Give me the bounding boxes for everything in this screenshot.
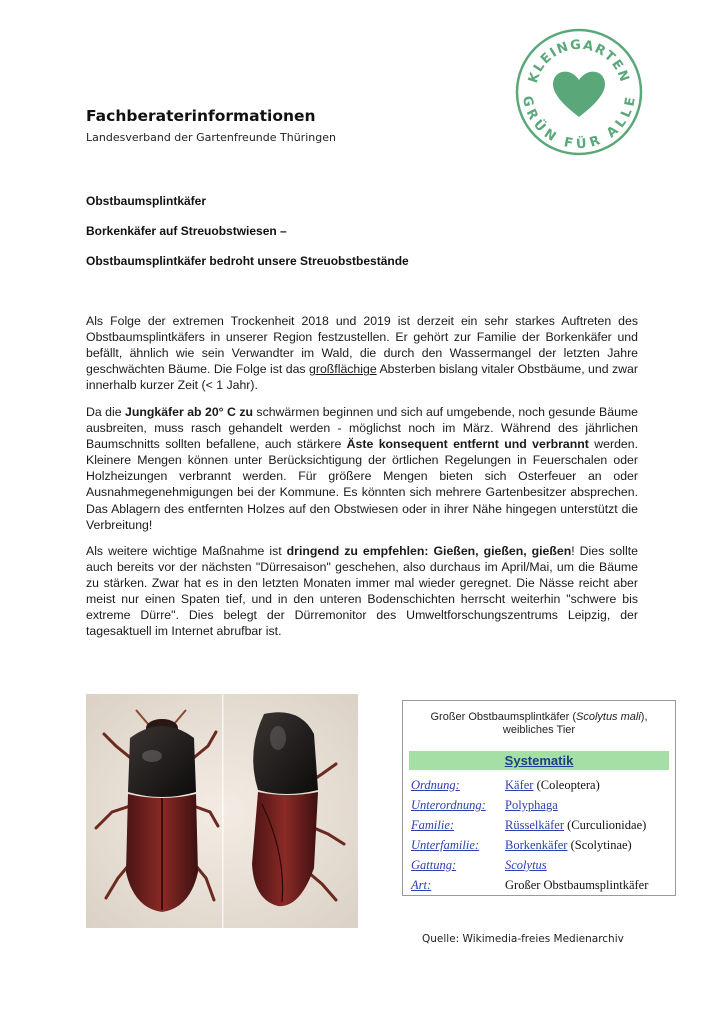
systematik-link[interactable]: Systematik xyxy=(504,753,574,768)
paragraph-measures: Da die Jungkäfer ab 20° C zu schwärmen beginnen und sich auf umgebende, noch gesunde Bäume ausbreiten, muss rasch gehandelt werden - möglichst noch im März. Während des jährlichen Baumschnitts sollten befallene, auch stärkere Äste konsequent entfernt und verbrannt werden. Kleinere Mengen können unter Berücksichtigung der örtlichen Regelungen in Feuerschalen oder Holzheizungen verbrannt werden. Für größere Mengen bieten sich Osterfeuer an oder Ausnahmegenehmigungen bei der Kommune. Es könnten sich mehrere Gartenbesitzer absprechen. Das Ablagern des entfernten Holzes auf den Obstwiesen oder in ihrer Nähe hingegen unterstützt die Verbreitung! xyxy=(86,405,639,532)
taxonomy-row-gattung xyxy=(409,855,669,875)
taxonomy-row-ordnung: Ordnung: Käfer (Coleoptera) xyxy=(409,775,669,795)
familie-link[interactable]: Familie: xyxy=(411,818,455,832)
logo-text-bottom: GRÜN FÜR ALLE xyxy=(518,94,639,153)
ordnung-link[interactable]: Ordnung: xyxy=(411,778,460,792)
unterordnung-link[interactable]: Unterordnung: xyxy=(411,798,486,812)
heading-headline: Obstbaumsplintkäfer bedroht unsere Streuobstbestände xyxy=(86,254,409,268)
kleingarten-logo xyxy=(514,27,644,157)
image-source: Quelle: Wikimedia-freies Medienarchiv xyxy=(422,933,624,945)
document-title: Fachberaterinformationen xyxy=(86,107,316,125)
beetle-photo xyxy=(86,694,358,928)
scolytus-link[interactable]: Scolytus xyxy=(505,858,547,872)
taxonomy-caption: Großer Obstbaumsplintkäfer (Scolytus mali), weibliches Tier xyxy=(430,711,648,736)
paragraph-watering: Als weitere wichtige Maßnahme ist dringend zu empfehlen: Gießen, gießen, gießen! Dies sollte auch bereits vor der nächsten "Dürresaison" geschehen, also durchaus im April/Mai, um die Bäume zu stärken. Zwar hat es in den letzten Monaten immer mal wieder geregnet. Die Nässe reicht aber meist nur einen Spaten tief, und in den unteren Bodenschichten herrscht weiterhin "schwere bis extreme Dürre". Dies belegt der Dürremonitor des Umweltforschungszentrums Leipzig, der tagesaktuell im Internet abrufbar ist. xyxy=(86,544,638,639)
gattung-link[interactable]: Gattung: xyxy=(411,858,457,872)
unterfamilie-link[interactable]: Unterfamilie: xyxy=(411,838,480,852)
paragraph-intro: Als Folge der extremen Trockenheit 2018 und 2019 ist derzeit ein sehr starkes Auftreten des Obstbaumsplintkäfers in unserer Region festzustellen. Er gehört zur Familie der Borkenkäfer und befällt, ähnlich wie sein Verwandter im Wald, die durch den Wassermangel der letzten Jahre geschwächten Bäume. Die Folge ist das großflächige Absterben bislang vitaler Obstbäume, und zwar innerhalb kurzer Zeit (< 1 Jahr). xyxy=(86,314,638,393)
heading-subtopic: Borkenkäfer auf Streuobstwiesen – xyxy=(86,224,287,238)
taxonomy-row-familie: Familie: Rüsselkäfer (Curculionidae) xyxy=(409,815,669,835)
art-link[interactable]: Art: xyxy=(411,878,432,892)
heart-icon xyxy=(553,72,605,117)
document-subtitle: Landesverband der Gartenfreunde Thüringen xyxy=(86,131,336,144)
kaefer-link[interactable]: Käfer xyxy=(505,778,534,792)
polyphaga-link[interactable]: Polyphaga xyxy=(505,798,558,812)
logo-text-top: KLEINGARTEN xyxy=(525,37,633,85)
taxonomy-row-unterfamilie: Unterfamilie: Borkenkäfer (Scolytinae) xyxy=(409,835,669,855)
heading-topic: Obstbaumsplintkäfer xyxy=(86,194,207,208)
taxonomy-row-art: Art: Großer Obstbaumsplintkäfer xyxy=(409,875,669,895)
taxonomy-box xyxy=(402,700,676,896)
borkenkaefer-link[interactable]: Borkenkäfer xyxy=(505,838,568,852)
taxonomy-row-unterordnung xyxy=(409,795,669,815)
svg-text:KLEINGARTEN xyxy=(526,38,632,85)
systematik-header xyxy=(409,751,669,770)
ruesselkaefer-link[interactable]: Rüsselkäfer xyxy=(505,818,565,832)
